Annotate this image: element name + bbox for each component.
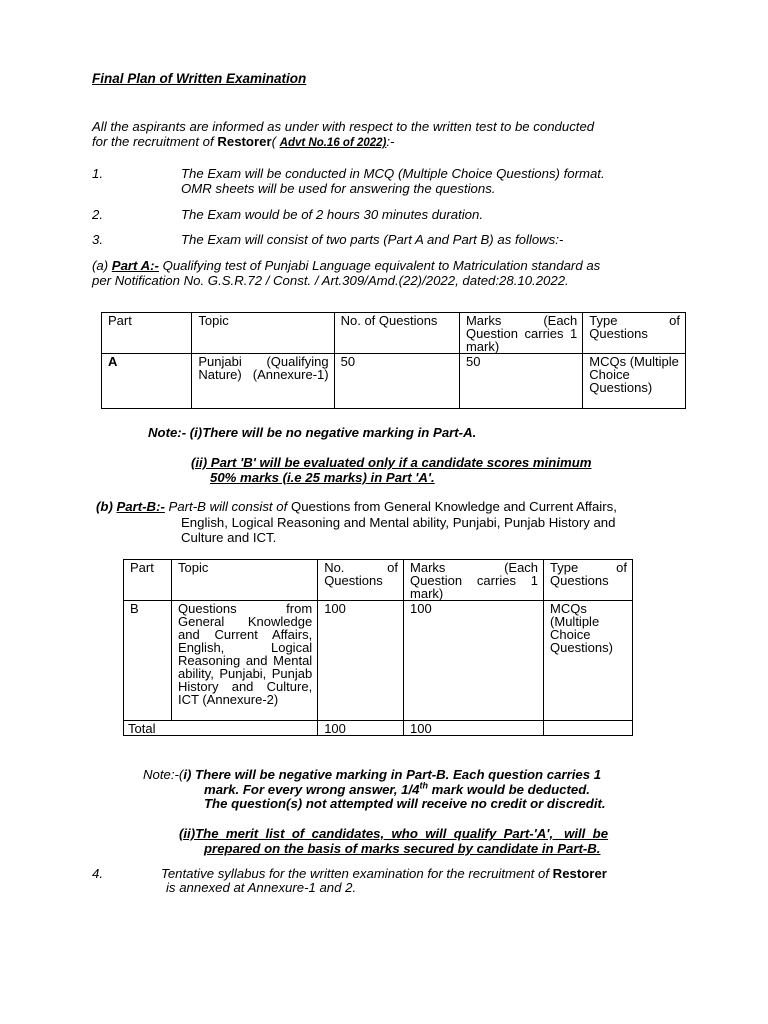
col-part-header: Part (102, 313, 192, 354)
part-b-line-3: Culture and ICT. (181, 530, 277, 545)
paren-open: ( (271, 134, 280, 149)
total-row (124, 721, 633, 736)
part-a-prefix: (a) (92, 258, 112, 273)
total-label: Total (124, 721, 318, 736)
part-a-note-1: Note:- (i)There will be no negative marking in Part-A. (148, 425, 477, 440)
part-b-part: B (124, 601, 172, 721)
col-type-header: Type of Questions (583, 313, 686, 354)
part-b-questions: 100 (318, 601, 404, 721)
part-b-note-2-line-2: prepared on the basis of marks secured by candidate in Part-B. (204, 841, 601, 856)
part-b-prefix: (b) (96, 499, 117, 514)
part-b-note-1-text: i) There will be negative marking in Part-B. Each question carries 1 (183, 767, 602, 782)
part-a-line-1: Qualifying test of Punjabi Language equivalent to Matriculation standard as (158, 258, 601, 273)
part-b-note-1-line-2a: mark. For every wrong answer, 1/4 (204, 782, 420, 797)
point-1-line-2: OMR sheets will be used for answering the questions. (181, 181, 496, 196)
total-marks: 100 (404, 721, 544, 736)
part-a-table (101, 312, 686, 409)
intro-line-1: All the aspirants are informed as under with respect to the written test to be conducted (92, 119, 595, 134)
point-2-number: 2. (92, 207, 103, 222)
intro-line-2-end: :- (386, 134, 395, 149)
part-a-note-2-line-2: 50% marks (i.e 25 marks) in Part 'A'. (210, 470, 435, 485)
col-topic-header: Topic (192, 313, 334, 354)
part-a-part: A (102, 354, 192, 409)
part-a-note-2-line-1: (ii) Part 'B' will be evaluated only if a candidate scores minimum (191, 455, 592, 470)
point-3-line-1: The Exam will consist of two parts (Part A and Part B) as follows:- (181, 232, 564, 247)
part-a-line-2: per Notification No. G.S.R.72 / Const. / Art.309/Amd.(22)/2022, dated:28.10.2022. (92, 273, 569, 288)
part-a-questions: 50 (334, 354, 459, 409)
point-4-line-2: is annexed at Annexure-1 and 2. (166, 880, 357, 895)
b-col-topic-header: Topic (172, 560, 318, 601)
b-col-marks-header: Marks (Each Question carries 1 mark) (404, 560, 544, 601)
part-b-line-1-rest: Questions from General Knowledge and Current Affairs, (290, 499, 617, 514)
part-b-line-2: English, Logical Reasoning and Mental ability, Punjabi, Punjab History and (181, 515, 616, 530)
part-b-note-1-line-2b: mark would be deducted. (428, 782, 590, 797)
advt-number: Advt No.16 of 2022) (279, 137, 387, 149)
total-type (544, 721, 633, 736)
part-b-line-1: Part-B will consist of (164, 499, 291, 514)
intro-line-2 (92, 134, 394, 151)
part-b-label: Part-B:- (116, 499, 165, 514)
part-b-heading (96, 499, 617, 514)
part-b-marks: 100 (404, 601, 544, 721)
point-4-line-1 (161, 866, 607, 881)
point-1-number: 1. (92, 166, 103, 181)
part-a-heading (92, 258, 600, 273)
point-4-text: Tentative syllabus for the written examination for the recruitment of (161, 866, 553, 881)
part-b-note-1-line-1 (143, 767, 601, 782)
part-a-topic: Punjabi (Qualifying Nature) (Annexure-1) (192, 354, 334, 409)
point-4-post: Restorer (552, 866, 607, 881)
col-questions-header: No. of Questions (334, 313, 459, 354)
b-col-part-header: Part (124, 560, 172, 601)
point-2-line-1: The Exam would be of 2 hours 30 minutes duration. (181, 207, 484, 222)
b-col-questions-header: No. of Questions (318, 560, 404, 601)
part-a-marks: 50 (459, 354, 582, 409)
intro-line-2-text: for the recruitment of (92, 134, 218, 149)
page-title: Final Plan of Written Examination (92, 71, 307, 86)
part-b-table (123, 559, 633, 736)
part-a-label: Part A:- (111, 258, 159, 273)
b-col-type-header: Type of Questions (544, 560, 633, 601)
part-b-note-1-line-3: The question(s) not attempted will receive no credit or discredit. (204, 796, 606, 811)
point-1-line-1: The Exam will be conducted in MCQ (Multiple Choice Questions) format. (181, 166, 605, 181)
table-row (102, 354, 686, 409)
part-b-type: MCQs (Multiple Choice Questions) (544, 601, 633, 721)
point-3-number: 3. (92, 232, 103, 247)
part-b-topic: Questions from General Knowledge and Current Affairs, English, Logical Reasoning and Mental ability, Punjabi, Punjab History and Culture, ICT (Annexure-2) (172, 601, 318, 721)
point-4-number: 4. (92, 866, 103, 881)
part-b-note-1-line-2 (204, 782, 590, 797)
table-row (124, 601, 633, 721)
part-b-note-2-line-1: (ii)The merit list of candidates, who will qualify Part-'A', will be (179, 826, 609, 841)
part-b-header-row (124, 560, 633, 601)
total-questions: 100 (318, 721, 404, 736)
part-a-header-row (102, 313, 686, 354)
part-a-type: MCQs (Multiple Choice Questions) (583, 354, 686, 409)
part-b-note-1-sup: th (419, 780, 428, 791)
part-b-note-prefix: Note:-( (143, 767, 184, 782)
post-name: Restorer (217, 134, 272, 149)
col-marks-header: Marks (Each Question carries 1 mark) (459, 313, 582, 354)
